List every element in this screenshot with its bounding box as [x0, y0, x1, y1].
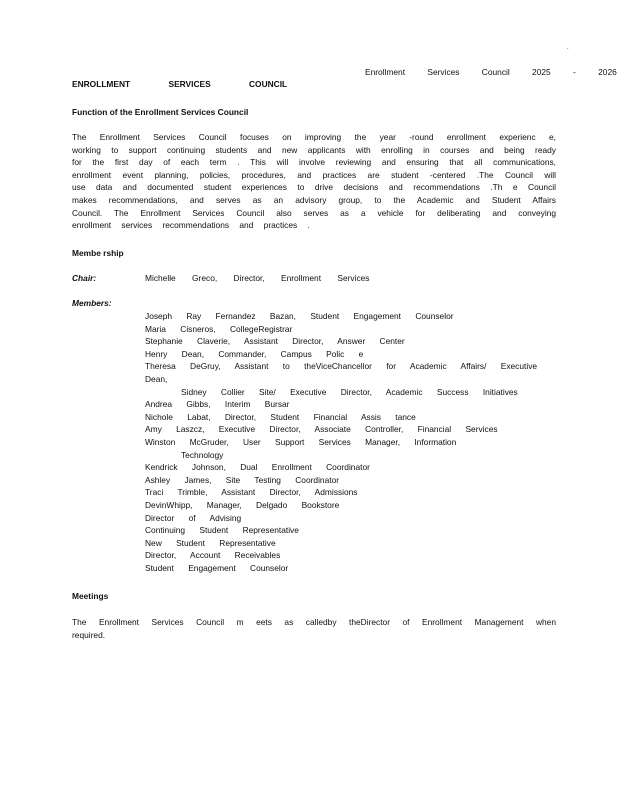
list-item: Kendrick Johnson, Dual Enrollment Coordinator	[145, 462, 370, 473]
chair-label: Chair:	[72, 273, 97, 283]
list-item: New Student Representative	[145, 537, 276, 548]
function-paragraph: The Enrollment Services Council focuses on improving the year -round enrollment experienc e, working to support continuing students and new applicants with enrolling in courses and being ready for the first day of each term . This will involve reviewing and ensuring that all communications, enrollment event planning, policies, procedures, and practices are student -centered .The Council will use data and documented student experiences to drive decisions and recommendations .Th e Council makes recommendations, and serves as an advisory group, to the Academic and Student Affairs Council. The Enrollment Services Council also serves as a vehicle for deliberating and conveying enrollment services recommendations and practices .	[72, 132, 556, 231]
list-item: Continuing Student Representative	[145, 525, 299, 536]
chair-value: Michelle Greco, Director, Enrollment Services	[145, 273, 370, 283]
members-label: Members:	[72, 298, 112, 308]
list-item: Nichole Labat, Director, Student Financial Assis tance	[145, 411, 416, 422]
list-item: Director, Account Receivables	[145, 550, 281, 561]
list-item: Director of Advising	[145, 512, 242, 523]
list-item: DevinWhipp, Manager, Delgado Bookstore	[145, 499, 340, 510]
list-item: Stephanie Claverie, Assistant Director, Answer Center	[145, 336, 405, 347]
function-heading: Function of the Enrollment Services Council	[72, 107, 249, 117]
corner-mark: .	[567, 45, 569, 51]
list-item: Sidney Collier Site/ Executive Director, Academic Success Initiatives	[181, 386, 518, 397]
membership-heading: Membe rship	[72, 248, 124, 258]
list-item: Winston McGruder, User Support Services Manager, Information	[145, 436, 457, 447]
list-item: Ashley James, Site Testing Coordinator	[145, 474, 340, 485]
list-item: Technology	[181, 449, 224, 460]
list-item: Maria Cisneros, CollegeRegistrar	[145, 323, 293, 334]
list-item: Joseph Ray Fernandez Bazan, Student Engagement Counselor	[145, 311, 454, 321]
meetings-paragraph: The Enrollment Services Council m eets as calledby theDirector of Enrollment Management when required.	[72, 617, 556, 640]
list-item: Traci Trimble, Assistant Director, Admissions	[145, 487, 358, 498]
list-item: Amy Laszcz, Executive Director, Associate Controller, Financial Services	[145, 424, 498, 435]
meetings-heading: Meetings	[72, 591, 109, 601]
list-item: Henry Dean, Commander, Campus Polic e	[145, 348, 364, 359]
list-item: Student Engagement Counselor	[145, 562, 289, 573]
header-council-title: ENROLLMENT SERVICES COUNCIL	[72, 79, 288, 89]
list-item: Andrea Gibbs, Interim Bursar	[145, 399, 290, 410]
header-council-year: Enrollment Services Council 2025 - 2026	[365, 67, 617, 77]
list-item: Theresa DeGruy, Assistant to theViceChancellor for Academic Affairs/ Executive Dean,	[145, 361, 552, 384]
members-list	[145, 310, 552, 574]
